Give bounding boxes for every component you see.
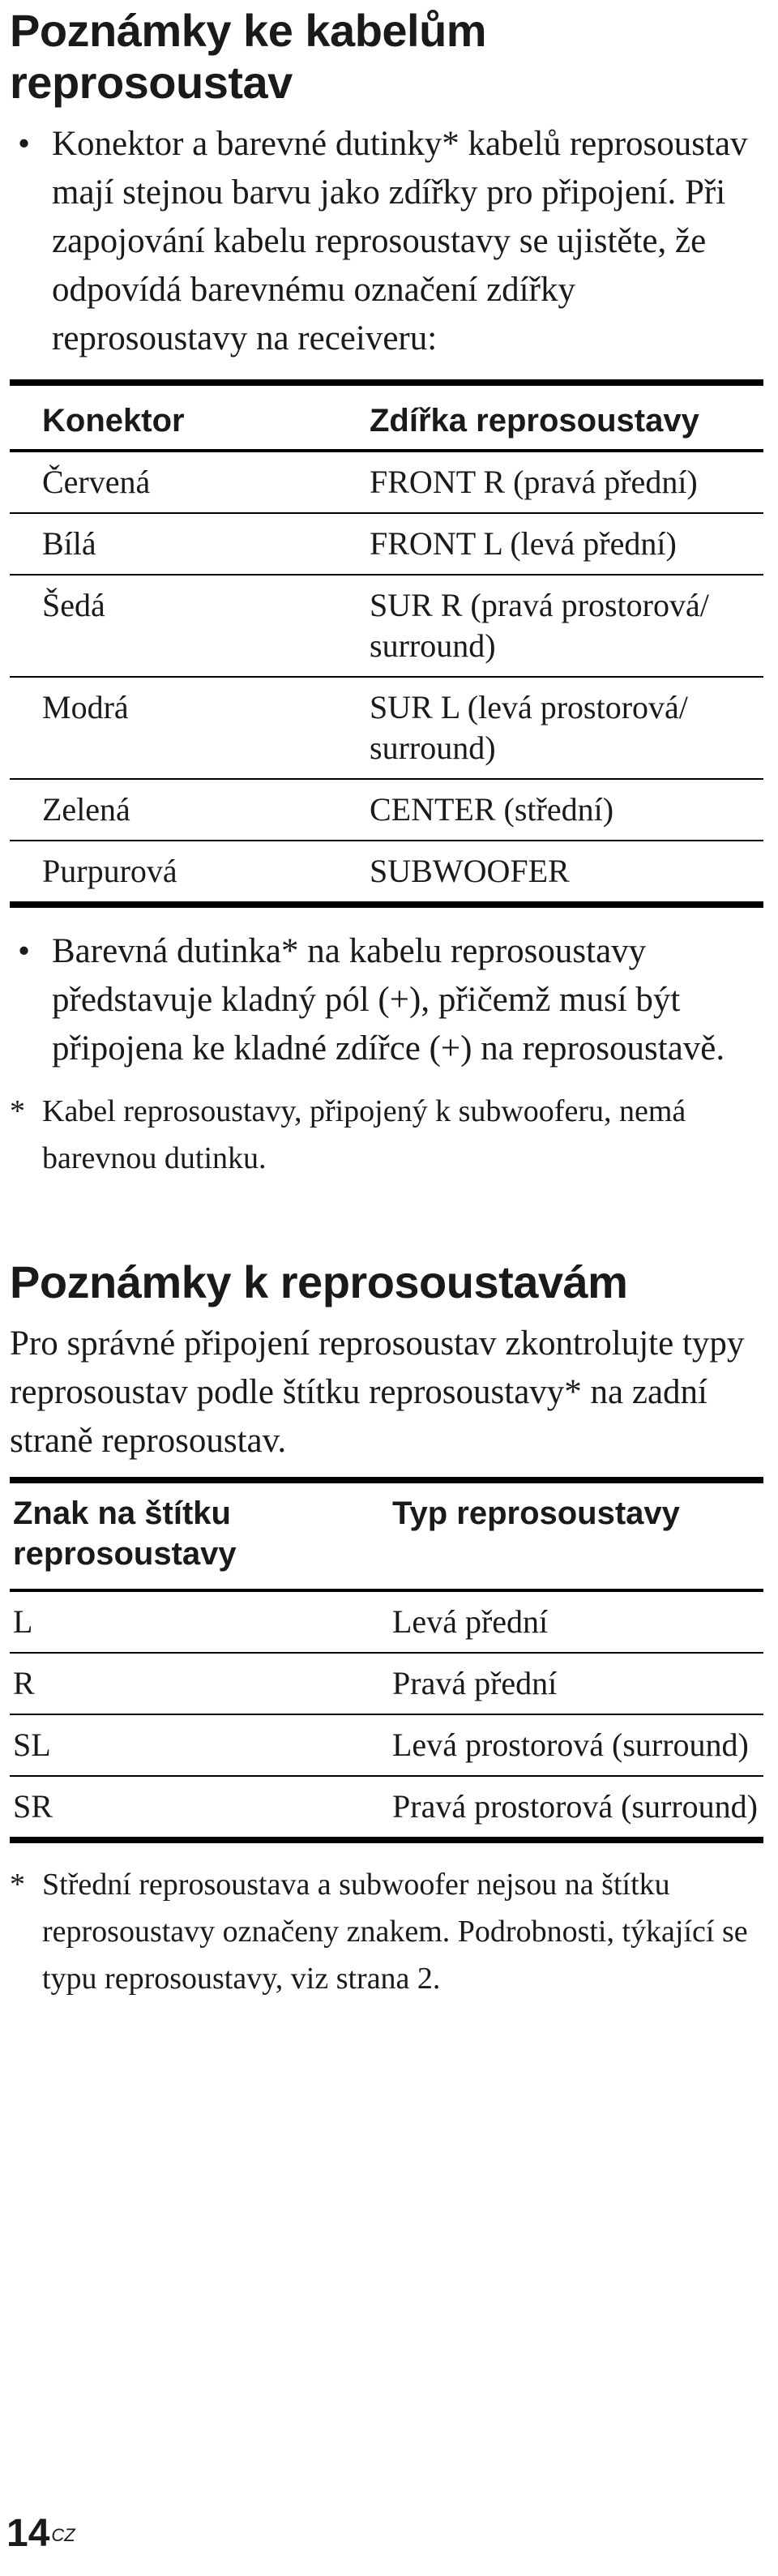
connector-color: Šedá bbox=[42, 587, 105, 623]
connector-table-header bbox=[10, 383, 763, 451]
table-row bbox=[10, 513, 763, 575]
speaker-label-table bbox=[10, 1477, 763, 1843]
header-speaker-jack: Zdířka reprosoustavy bbox=[370, 403, 699, 439]
speakers-intro: Pro správné připojení reprosoustav zkontrolujte typy reprosoustav podle štítku reprosoustavy* na zadní straně reprosoustav. bbox=[10, 1324, 745, 1460]
table-row bbox=[10, 1653, 763, 1714]
bullet-connector-colors bbox=[10, 120, 754, 363]
table-row bbox=[10, 1590, 763, 1653]
footnote-text: Střední reprosoustava a subwoofer nejsou na štítku reprosoustavy označeny znakem. Podrobnosti, týkající se typu reprosoustavy, viz strana 2. bbox=[42, 1868, 748, 1996]
header-label-mark: Znak na štítku reprosoustavy bbox=[13, 1496, 237, 1572]
connector-color: Bílá bbox=[42, 525, 96, 562]
page-number-value: 14 bbox=[6, 2512, 50, 2555]
header-speaker-type: Typ reprosoustavy bbox=[392, 1496, 680, 1531]
bullet-text: Konektor a barevné dutinky* kabelů reprosoustav mají stejnou barvu jako zdířky pro připojení. Při zapojování kabelu reprosoustavy se ujistěte, že odpovídá barevnému označení zdířky reprosoustavy na receiveru: bbox=[52, 125, 748, 357]
bullet-mark: • bbox=[18, 125, 31, 163]
speaker-jack: SUR L (levá prostorová/ surround) bbox=[370, 689, 688, 766]
speaker-jack: FRONT R (pravá přední) bbox=[370, 464, 698, 500]
table-row bbox=[10, 1776, 763, 1840]
table-row bbox=[10, 1714, 763, 1776]
cable-notes bbox=[10, 927, 754, 1182]
connector-color: Modrá bbox=[42, 689, 129, 725]
speaker-type: Pravá prostorová (surround) bbox=[392, 1788, 758, 1825]
page-number bbox=[6, 2511, 75, 2557]
bullet-polarity bbox=[10, 927, 754, 1073]
speaker-jack: SUBWOOFER bbox=[370, 853, 570, 889]
table-row bbox=[10, 575, 763, 677]
table-row bbox=[10, 779, 763, 841]
page-language-code: CZ bbox=[51, 2525, 75, 2545]
bullet-text: Barevná dutinka* na kabelu reprosoustavy představuje kladný pól (+), přičemž musí být připojena ke kladné zdířce (+) na reprosoustavě. bbox=[52, 932, 725, 1068]
speaker-label-table-header bbox=[10, 1480, 763, 1590]
connector-color: Červená bbox=[42, 464, 151, 500]
table-row bbox=[10, 451, 763, 513]
section-title-cables: Poznámky ke kabelům reprosoustav bbox=[10, 5, 487, 108]
page-content bbox=[0, 5, 758, 2002]
bullet-mark: • bbox=[18, 932, 31, 970]
table-row bbox=[10, 677, 763, 779]
connector-color: Zelená bbox=[42, 791, 130, 828]
footnote-text: Kabel reprosoustavy, připojený k subwooferu, nemá barevnou dutinku. bbox=[42, 1094, 686, 1175]
footnote-subwoofer-cable bbox=[10, 1088, 754, 1182]
footnote-mark: * bbox=[10, 1094, 25, 1128]
header-connector: Konektor bbox=[42, 403, 185, 439]
footnote-center-subwoofer bbox=[10, 1861, 754, 2002]
speaker-type: Pravá přední bbox=[392, 1665, 558, 1701]
label-mark: SR bbox=[13, 1788, 53, 1825]
label-mark: SL bbox=[13, 1727, 51, 1763]
connector-color: Purpurová bbox=[42, 853, 177, 889]
speaker-jack: FRONT L (levá přední) bbox=[370, 525, 677, 562]
speaker-jack: SUR R (pravá prostorová/ surround) bbox=[370, 587, 709, 664]
connector-table bbox=[10, 379, 763, 908]
footnote-mark: * bbox=[10, 1868, 25, 1902]
section-title-speakers: Poznámky k reprosoustavám bbox=[10, 1256, 628, 1307]
speaker-jack: CENTER (střední) bbox=[370, 791, 614, 828]
speaker-type: Levá prostorová (surround) bbox=[392, 1727, 749, 1763]
table-row bbox=[10, 841, 763, 905]
speaker-type: Levá přední bbox=[392, 1603, 549, 1640]
label-mark: L bbox=[13, 1603, 33, 1640]
label-mark: R bbox=[13, 1665, 35, 1701]
